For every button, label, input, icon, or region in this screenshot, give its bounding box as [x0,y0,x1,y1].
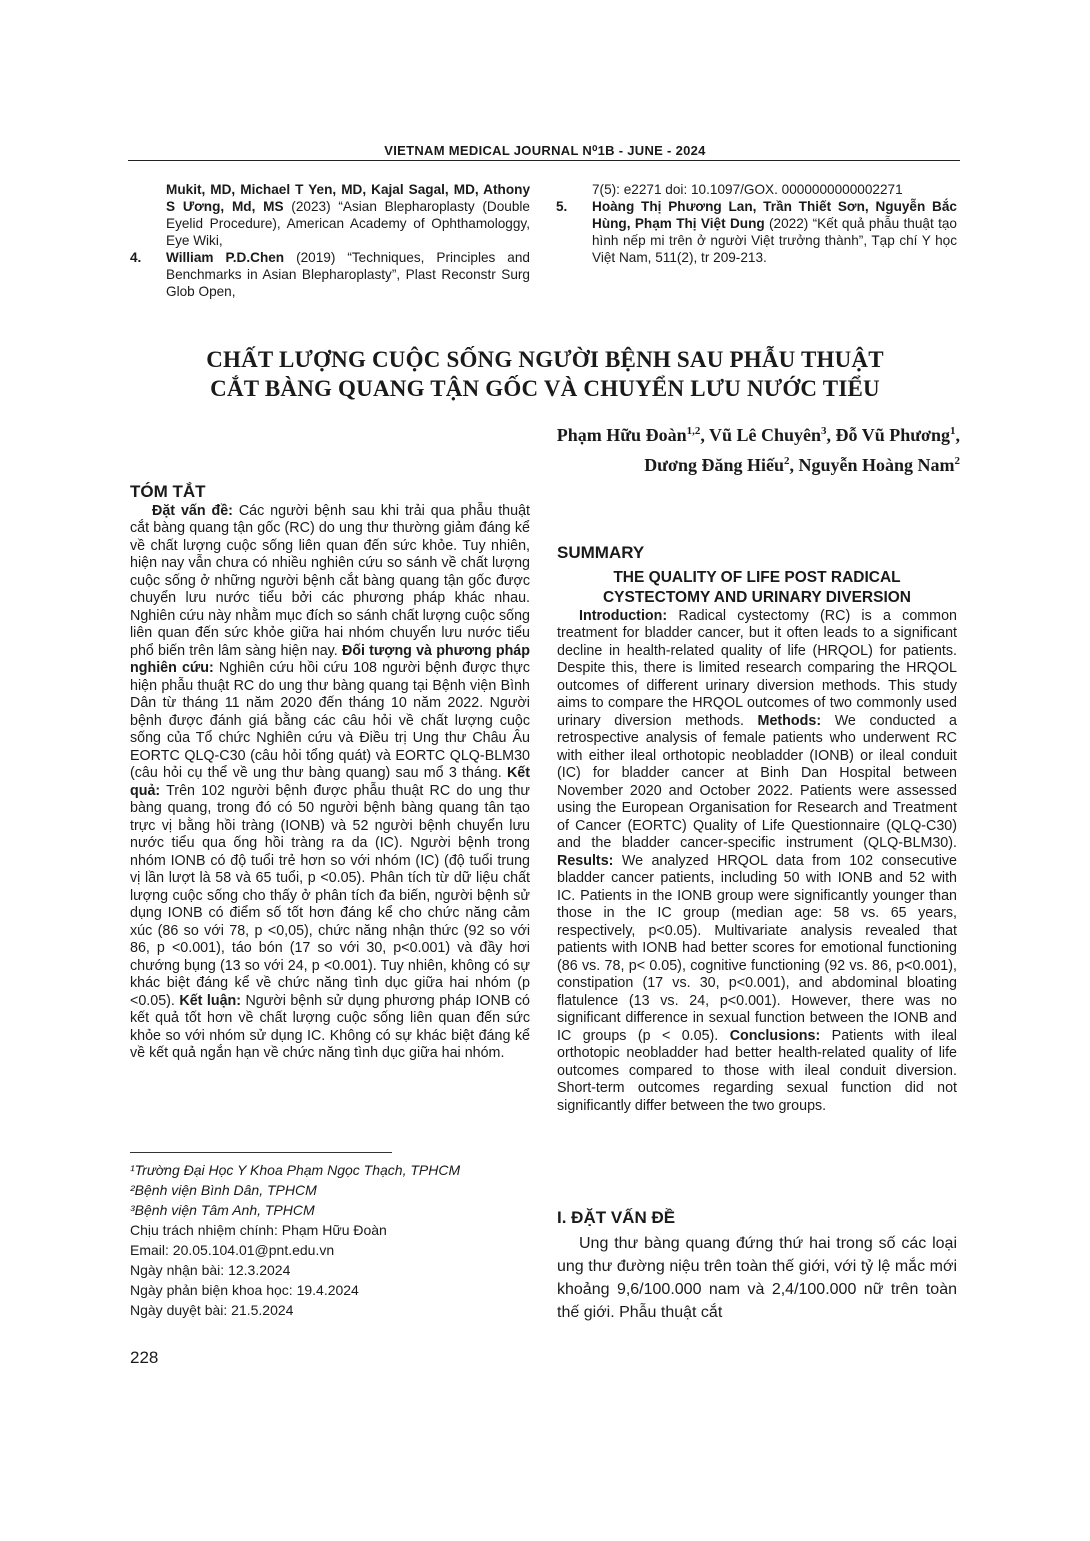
references-left [130,181,530,300]
reference-4-continued: 7(5): e2271 doi: 10.1097/GOX. 0000000000002271 [592,182,903,197]
corresponding-author: Chịu trách nhiệm chính: Phạm Hữu Đoàn [130,1222,387,1238]
reference-number: 5. [556,199,568,214]
reference-5 [556,198,957,266]
reference-text: (2022) “Kết quả phẫu thuật tạo hình nếp mi trên ở người Việt trưởng thành”, Tạp chí Y học Việt Nam, 511(2), tr 209-213. [592,216,957,265]
conclusion-text: Người bệnh sử dụng phương pháp IONB có kết quả tốt hơn về chất lượng cuộc sống liên quan đến sức khỏe so với nhóm sử dụng IC. Không có sự khác biệt đáng kể về kết quả ngắn hạn về chức năng tình dục giữa hai nhóm. [130,992,530,1061]
conclusions-text: Patients with ileal orthotopic neobladder had better health-related quality of life outcomes compared to those with ileal conduit diversion. Short-term outcomes regarding sexual function did not significantly differ between the two groups. [557,1027,957,1114]
date-reviewed: Ngày phản biện khoa học: 19.4.2024 [130,1282,359,1298]
results-label: Kết quả: [130,765,530,799]
affiliation-2: ²Bệnh viện Bình Dân, TPHCM [130,1182,317,1198]
reference-text: (2023) “Asian Blepharoplasty (Double Eyelid Procedure), American Academy of Ophthamologgy, Eye Wiki, [166,199,530,248]
section-introduction [557,1208,957,1324]
author-list [557,418,960,478]
section-heading: I. ĐẶT VẤN ĐỀ [557,1208,676,1227]
author-line-2 [557,448,960,478]
vietnamese-abstract [130,483,530,1063]
results-text: Trên 102 người bệnh được phẫu thuật RC do ung thư bàng quang, trong đó có 50 người bệnh bàng quang tân tạo trực vị bằng hồi tràng (IONB) và 52 người bệnh chuyển lưu nước tiểu qua ống hồi tràng ra da (IC). Người bệnh trong nhóm IONB có độ tuổi trẻ hơn so với nhóm (IC) (độ tuổi trung vị lần lượt là 58 và 65 tuổi, p <0.05). Phân tích từ dữ liệu chất lượng cuộc sống cho thấy ở phân tích đa biến, người bệnh sử dụng IONB có điểm số tốt hơn đáng kể cho chức năng cảm xúc (86 so với 78, p <0,05), chức năng nhận thức (92 so với 86, p <0.001), táo bón (17 so với 30, p<0.001) và đầy hơi chướng bụng (13 so với 24, p <0.001). Tuy nhiên, không có sự khác biệt đáng kể về chức năng tình dục giữa hai nhóm (p <0.05). [130,782,530,1009]
reference-4 [130,249,530,300]
author-affiliation: 3 [821,425,827,437]
reference-authors: Hoàng Thị Phương Lan, Trần Thiết Sơn, Nguyễn Bắc Hùng, Phạm Thị Việt Dung [592,199,957,231]
english-summary [557,544,957,1115]
author-name: Dương Đăng Hiếu [644,455,784,475]
article-title [130,345,960,403]
summary-title-line-1: THE QUALITY OF LIFE POST RADICAL [613,568,901,586]
author-line-1 [557,418,960,448]
author-name: Phạm Hữu Đoàn [556,425,687,445]
date-accepted: Ngày duyệt bài: 21.5.2024 [130,1302,294,1318]
footnotes [130,1160,530,1320]
conclusions-label: Conclusions: [729,1027,821,1044]
author-name: , Đỗ Vũ Phương [826,425,950,445]
introduction-label: Introduction: [579,607,668,624]
affiliation-3: ³Bệnh viện Tâm Anh, TPHCM [130,1202,315,1218]
background-label: Đặt vấn đề: [152,502,233,519]
methods-text: Nghiên cứu hồi cứu 108 người bệnh được thực hiện phẫu thuật RC do ung thư bàng quang tại Bệnh viện Bình Dân từ tháng 11 năm 2020 đến tháng 10 năm 2022. Người bệnh được đánh giá bằng các câu hỏi về chất lượng cuộc sống của Tổ chức Nghiên cứu và Điều trị Ung thư Châu Âu EORTC QLQ-C30 (câu hỏi tổng quát) và EORTC QLQ-BLM30 (câu hỏi cụ thể về ung thư bàng quang) sau mổ 3 tháng. [130,660,530,781]
abstract-body [130,503,530,1063]
conclusion-label: Kết luận: [179,992,242,1009]
abstract-heading: TÓM TẮT [130,482,206,501]
author-affiliation: 1 [950,425,956,437]
summary-heading: SUMMARY [557,543,645,562]
title-line-2: CẮT BÀNG QUANG TẬN GỐC VÀ CHUYỂN LƯU NƯỚC TIỂU [210,376,880,401]
affiliation-1: ¹Trường Đại Học Y Khoa Phạm Ngọc Thạch, TPHCM [130,1162,461,1178]
email: Email: 20.05.104.01@pnt.edu.vn [130,1242,335,1258]
reference-authors: William P.D.Chen [166,250,285,265]
methods-label: Methods: [757,712,822,729]
methods-label: Đối tượng và phương pháp nghiên cứu: [130,642,530,676]
summary-body [557,608,957,1116]
reference-authors: Mukit, MD, Michael T Yen, MD, Kajal Sagal, MD, Athony S Ương, Md, MS [166,182,530,214]
author-affiliation: 2 [954,455,960,467]
references-right [556,181,957,266]
title-line-1: CHẤT LƯỢNG CUỘC SỐNG NGƯỜI BỆNH SAU PHẪU THUẬT [206,347,884,372]
reference-number: 4. [130,250,142,265]
reference-3-continued [166,181,530,249]
results-text: We analyzed HRQOL data from 102 consecutive bladder cancer patients, including 50 with IONB and 52 with IC. Patients in the IONB group were significantly younger than those in the IC group (median age: 58 vs. 65 years, respectively, p<0.05). Multivariate analysis revealed that patients with IONB had better scores for emotional functioning (86 vs. 78, p< 0.05), cognitive functioning (92 vs. 86, p<0.001), constipation (17 vs. 30, p<0.001), and abdominal bloating flatulence (13 vs. 24, p<0.001). However, there was no significant difference in sexual function between the IONB and IC groups (p < 0.05). [557,852,957,1044]
page-number: 228 [130,1348,159,1367]
background-text: Các người bệnh sau khi trải qua phẫu thuật cắt bàng quang tận gốc (RC) do ung thư thường giảm đáng kể về chất lượng cuộc sống liên quan đến sức khỏe. Tuy nhiên, hiện nay vẫn chưa có nhiều nghiên cứu so sánh về chất lượng cuộc sống ở những người bệnh cắt bàng quang tận gốc được chuyển lưu nước tiểu bởi các phương pháp khác nhau. Nghiên cứu này nhằm mục đích so sánh chất lượng cuộc sống liên quan đến sức khỏe giữa hai nhóm chuyển lưu nước tiểu phổ biến trên lâm sàng hiện nay. [130,502,530,659]
author-name: , Vũ Lê Chuyên [700,425,822,445]
header-rule [128,160,960,161]
section-text: Ung thư bàng quang đứng thứ hai trong số các loại ung thư đường niệu trên toàn thế giới, với tỷ lệ mắc mới khoảng 9,6/100.000 nam và 2,4/100.000 nữ trên toàn thế giới. Phẫu thuật cắt [557,1235,957,1321]
author-affiliation: 2 [783,455,790,467]
date-received: Ngày nhận bài: 12.3.2024 [130,1262,291,1278]
results-label: Results: [557,852,614,869]
footnote-rule [130,1152,392,1153]
summary-title-line-2: CYSTECTOMY AND URINARY DIVERSION [602,588,912,606]
author-separator: , [955,425,960,445]
introduction-text: Radical cystectomy (RC) is a common treatment for bladder cancer, but it often leads to a significant decline in health-related quality of life (HRQOL) for patients. Despite this, there is limited research comparing the HRQOL outcomes of different urinary diversion methods. This study aims to compare the HRQOL outcomes of two commonly used urinary diversion methods. [557,607,957,729]
journal-header: VIETNAM MEDICAL JOURNAL N⁰1B - JUNE - 2024 [384,143,706,158]
author-name: , Nguyễn Hoàng Nam [789,455,955,475]
author-affiliation: 1,2 [686,425,701,437]
methods-text: We conducted a retrospective analysis of female patients who underwent RC with either ileal orthotopic neobladder (IONB) or ileal conduit (IC) for bladder cancer at Binh Dan Hospital between November 2020 and October 2022. Patients were assessed using the European Organisation for Research and Treatment of Cancer (EORTC) Quality of Life Questionnaire (QLQ-C30) and the bladder cancer-specific instrument (QLQ-BLM30). [557,712,958,851]
reference-text: (2019) “Techniques, Principles and Benchmarks in Asian Blepharoplasty”, Plast Reconstr Surg Glob Open, [166,250,530,299]
summary-title [557,568,957,608]
